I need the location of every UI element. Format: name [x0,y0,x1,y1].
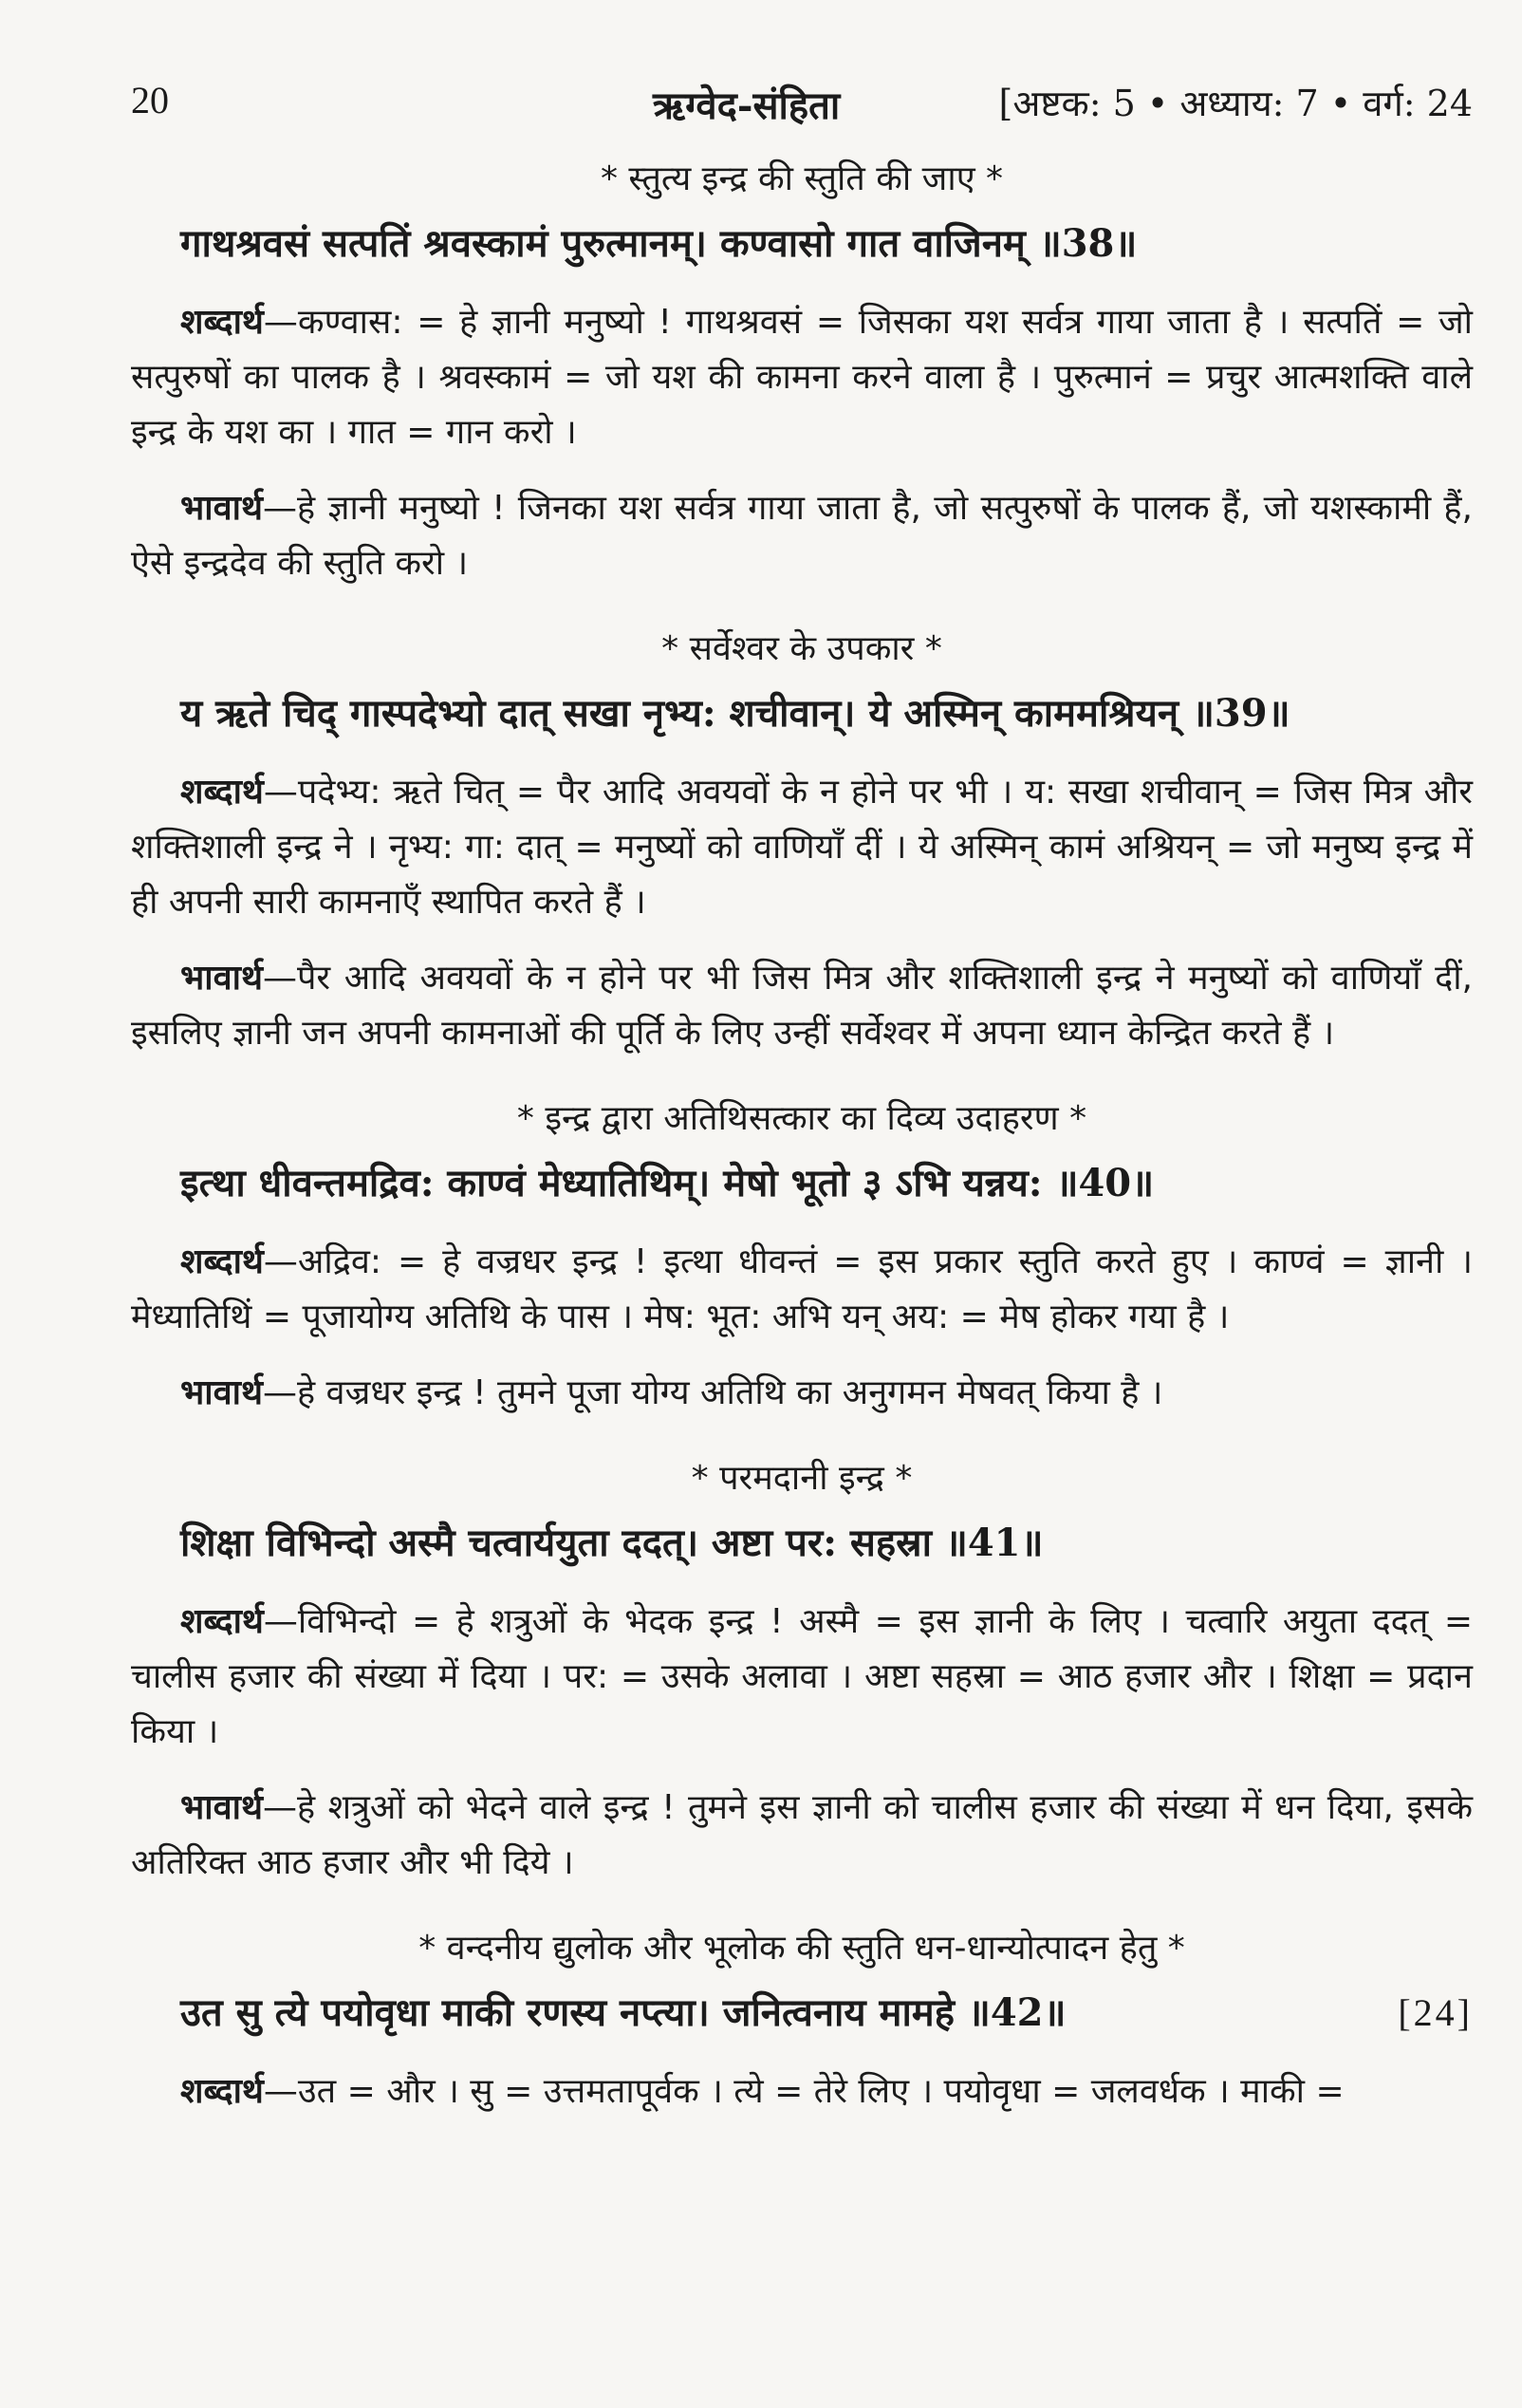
varga-number-tag: [24] [1398,1991,1473,2034]
shabdarth-text: —पदेभ्य: ऋते चित् = पैर आदि अवयवों के न होने पर भी । य: सखा शचीवान् = जिस मित्र और शक्तिशाली इन्द्र ने । नृभ्य: गा: दात् = मनुष्यों को वाणियाँ दीं । ये अस्मिन् कामं अश्रियन् = जो मनुष्य इन्द्र में ही अपनी सारी कामनाएँ स्थापित करते हैं । [131,773,1473,922]
shabdarth-text: —विभिन्दो = हे शत्रुओं के भेदक इन्द्र ! अस्मै = इस ज्ञानी के लिए । चत्वारि अयुता ददत् = चालीस हजार की संख्या में दिया । पर: = उसके अलावा । अष्टा सहस्रा = आठ हजार और । शिक्षा = प्रदान किया । [131,1602,1473,1751]
verse-section-42 [131,1923,1473,2119]
shabdarth-label: शब्दार्थ [180,773,264,812]
page-number: 20 [131,79,169,121]
shabdarth-text: —उत = और । सु = उत्तमतापूर्वक । त्ये = तेरे लिए । पयोवृधा = जलवर्धक । माकी = [263,2072,1345,2111]
shabdarth-text: —कण्वास: = हे ज्ञानी मनुष्यो ! गाथश्रवसं = जिसका यश सर्वत्र गाया जाता है । सत्पतिं = जो सत्पुरुषों का पालक है । श्रवस्कामं = जो यश की कामना करने वाला है । पुरुत्मानं = प्रचुर आत्मशक्ति वाले इन्द्र के यश का । गात = गान करो । [131,303,1473,452]
shabdarth-label: शब्दार्थ [180,2072,264,2111]
bhavarth-paragraph [131,951,1473,1061]
bhavarth-paragraph [131,1781,1473,1891]
verse-section-40 [131,1093,1473,1421]
bhavarth-label: भावार्थ [180,1788,263,1827]
bhavarth-text: —पैर आदि अवयवों के न होने पर भी जिस मित्र और शक्तिशाली इन्द्र ने मनुष्यों को वाणियाँ दीं, इसलिए ज्ञानी जन अपनी कामनाओं की पूर्ति के लिए उन्हीं सर्वेश्वर में अपना ध्यान केन्द्रित करते हैं । [131,959,1473,1053]
shabdarth-paragraph [131,295,1473,460]
running-title: ऋग्वेद-संहिता [653,84,841,128]
mantra-text [131,1517,1473,1570]
shabdarth-text: —अद्रिव: = हे वज्रधर इन्द्र ! इत्था धीवन्तं = इस प्रकार स्तुति करते हुए । काण्वं = ज्ञानी । मेध्यातिथिं = पूजायोग्य अतिथि के पास । मेष: भूत: अभि यन् अय: = मेष होकर गया है । [131,1242,1473,1336]
section-heading: * वन्दनीय द्युलोक और भूलोक की स्तुति धन-धान्योत्पादन हेतु * [418,1929,1185,1968]
shabdarth-paragraph [131,765,1473,930]
section-heading: * स्तुत्य इन्द्र की स्तुति की जाए * [600,159,1004,198]
verse-section-38 [131,154,1473,591]
shabdarth-label: शब्दार्थ [180,303,264,342]
bhavarth-label: भावार्थ [180,1373,263,1412]
section-heading: * परमदानी इन्द्र * [691,1459,913,1498]
page-header [131,78,1473,144]
bhavarth-label: भावार्थ [180,489,263,528]
bhavarth-paragraph [131,481,1473,591]
bhavarth-text: —हे ज्ञानी मनुष्यो ! जिनका यश सर्वत्र गाया जाता है, जो सत्पुरुषों के पालक हैं, जो यशस्कामी हैं, ऐसे इन्द्रदेव की स्तुति करो । [131,489,1473,583]
mantra-line: शिक्षा विभिन्दो अस्मै चत्वार्ययुता ददत्। अष्टा पर: सहस्रा ॥41॥ [180,1521,1044,1565]
mantra-line: इत्था धीवन्तमद्रिव: काण्वं मेध्यातिथिम्। मेषो भूतो ३ ऽभि यन्नय: ॥40॥ [180,1161,1155,1205]
bhavarth-label: भावार्थ [180,959,263,998]
mantra-line: य ऋते चिद् गास्पदेभ्यो दात् सखा नृभ्य: शचीवान्। ये अस्मिन् काममश्रियन् ॥39॥ [180,691,1290,736]
shabdarth-paragraph [131,1595,1473,1760]
bhavarth-text: —हे शत्रुओं को भेदने वाले इन्द्र ! तुमने इस ज्ञानी को चालीस हजार की संख्या में धन दिया, इसके अतिरिक्त आठ हजार और भी दिये । [131,1788,1473,1882]
verse-section-39 [131,624,1473,1061]
shabdarth-label: शब्दार्थ [180,1242,264,1281]
mantra-text [131,1987,1473,2040]
bhavarth-text: —हे वज्रधर इन्द्र ! तुमने पूजा योग्य अतिथि का अनुगमन मेषवत् किया है । [262,1373,1163,1412]
verse-section-41 [131,1453,1473,1891]
mantra-text [131,1157,1473,1210]
mantra-line: उत सु त्ये पयोवृधा माकी रणस्य नप्त्या। जनित्वनाय मामहे ॥42॥ [180,1990,1067,2035]
section-heading: * सर्वेश्वर के उपकार * [661,629,942,668]
section-heading: * इन्द्र द्वारा अतिथिसत्कार का दिव्य उदाहरण * [516,1099,1087,1138]
shabdarth-paragraph [131,2064,1473,2119]
mantra-line: गाथश्रवसं सत्पतिं श्रवस्कामं पुरुत्मानम्। कण्वासो गात वाजिनम् ॥38॥ [180,221,1138,266]
section-reference: [अष्टक: 5 • अध्याय: 7 • वर्ग: 24 [998,83,1473,124]
mantra-text [131,217,1473,271]
mantra-text [131,687,1473,740]
bhavarth-paragraph [131,1366,1473,1421]
shabdarth-label: शब्दार्थ [180,1602,264,1641]
shabdarth-paragraph [131,1235,1473,1345]
